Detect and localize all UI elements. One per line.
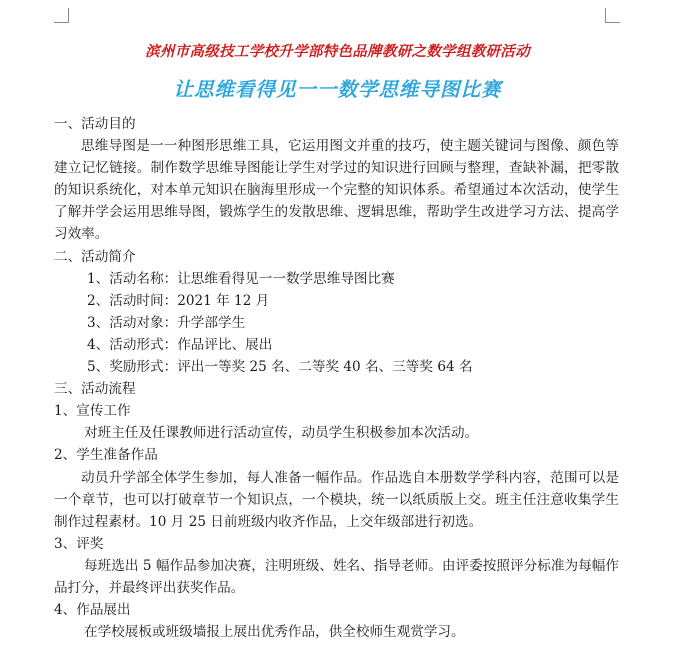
process-step-title: 1、宣传工作 <box>54 403 131 420</box>
process-step-text: 在学校展板或班级墙报上展出优秀作品，供全校师生观赏学习。 <box>84 624 465 641</box>
header-title: 滨州市高级技工学校升学部特色品牌教研之数学组教研活动 <box>145 44 530 60</box>
process-step-title: 2、学生准备作品 <box>54 447 158 464</box>
intro-item-name: 1、活动名称：让思维看得见一一数学思维导图比赛 <box>87 270 395 287</box>
page-corner-mark-left <box>54 8 69 23</box>
process-step-text: 对班主任及任课教师进行活动宣传，动员学生积极参加本次活动。 <box>84 425 479 442</box>
document-body <box>54 113 619 643</box>
process-step-title: 3、评奖 <box>54 535 104 552</box>
process-step-title: 4、作品展出 <box>54 602 131 619</box>
purpose-paragraph: 思维导图是一一种图形思维工具，它运用图文并重的技巧，使主题关键词与图像、颜色等建立记忆链接。制作数学思维导图能让学生对学过的知识进行回顾与整理，查缺补漏，把零散的知识系统化，对本单元知识在脑海里形成一个完整的知识体系。希望通过本次活动，使学生了解并学会运用思维导图，锻炼学生的发散思维、逻辑思维，帮助学生改进学习方法、提高学习效率。 <box>54 138 619 243</box>
process-step-text: 每班选出 5 幅作品参加决赛，注明班级、姓名、指导老师。由评委按照评分标准为每幅作品打分，并最终评出获奖作品。 <box>54 557 619 596</box>
intro-item-format: 4、活动形式：作品评比、展出 <box>87 336 273 353</box>
intro-item-time: 2、活动时间：2021 年 12 月 <box>87 292 270 309</box>
intro-item-target: 3、活动对象：升学部学生 <box>87 314 246 331</box>
section-heading-intro: 二、活动简介 <box>54 248 136 265</box>
section-heading-process: 三、活动流程 <box>54 381 136 398</box>
intro-item-awards: 5、奖励形式：评出一等奖 25 名、二等奖 40 名、三等奖 64 名 <box>87 359 473 376</box>
section-heading-purpose: 一、活动目的 <box>54 116 136 132</box>
process-step-text: 动员升学部全体学生参加，每人准备一幅作品。作品选自本册数学学科内容，范围可以是一个章节，也可以打破章节一个知识点，一个模块，统一以纸质版上交。班主任注意收集学生制作过程素材。10 月 25 日前班级内收齐作品，上交年级部进行初选。 <box>54 469 619 530</box>
page-corner-mark-right <box>605 8 620 23</box>
main-title: 让思维看得见一一数学思维导图比赛 <box>173 78 502 101</box>
